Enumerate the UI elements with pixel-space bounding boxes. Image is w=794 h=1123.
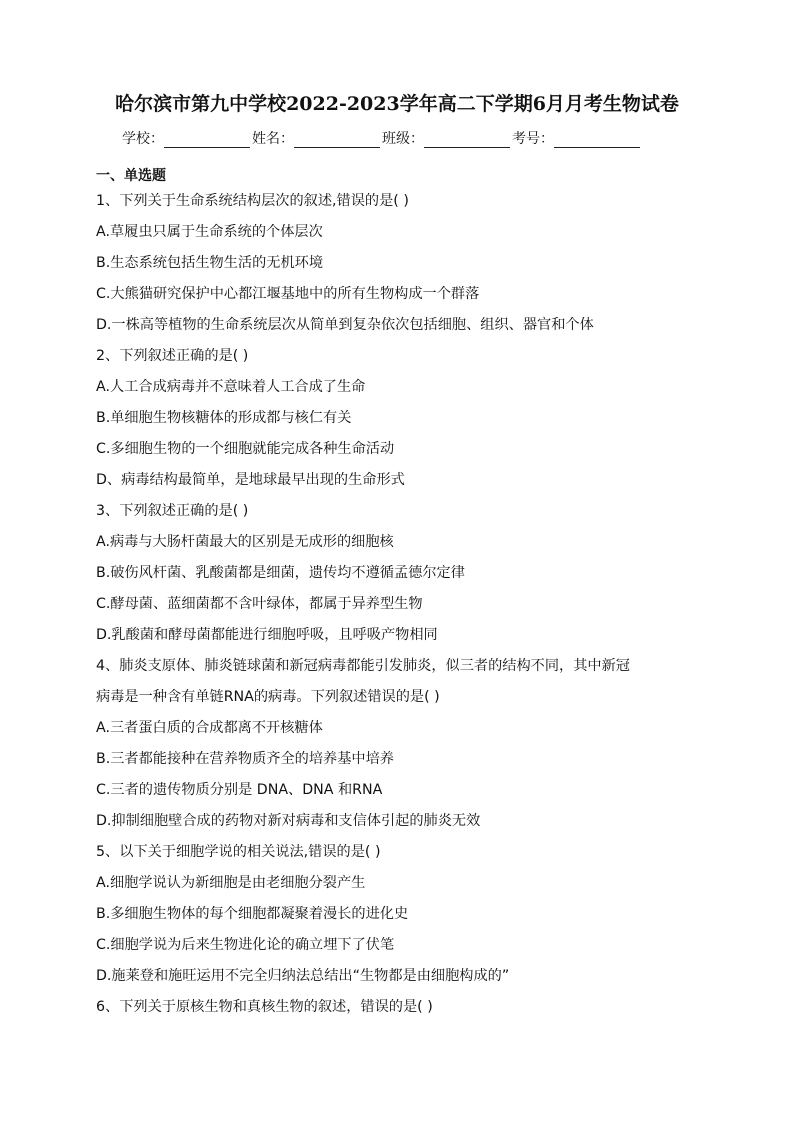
exam-title: 哈尔滨市第九中学校2022-2023学年高二下学期6月月考生物试卷 (115, 93, 679, 115)
question-4-option-b: B.三者都能接种在营养物质齐全的培养基中培养 (96, 751, 394, 767)
question-1-option-c: C.大熊猫研究保护中心都江堰基地中的所有生物构成一个群落 (96, 286, 480, 302)
question-1-option-d: D.一株高等植物的生命系统层次从简单到复杂依次包括细胞、组织、器官和个体 (96, 317, 594, 333)
exam-number-label: 考号： (512, 131, 554, 147)
question-2-option-b: B.单细胞生物核糖体的形成都与核仁有关 (96, 410, 352, 426)
student-info-row (122, 126, 642, 148)
question-4-stem-line-1: 4、肺炎支原体、肺炎链球菌和新冠病毒都能引发肺炎，似三者的结构不同，其中新冠 (96, 658, 630, 674)
exam-number-blank (554, 131, 640, 148)
question-1-option-b: B.生态系统包括生物生活的无机环境 (96, 255, 324, 271)
class-blank (424, 131, 510, 148)
question-5-option-d: D.施莱登和施旺运用不完全归纳法总结出“生物都是由细胞构成的” (96, 968, 510, 984)
question-3-option-d: D.乳酸菌和酵母菌都能进行细胞呼吸，且呼吸产物相同 (96, 627, 438, 643)
question-4-option-a: A.三者蛋白质的合成都离不开核糖体 (96, 720, 323, 736)
class-label: 班级： (382, 131, 424, 147)
question-2-option-a: A.人工合成病毒并不意味着人工合成了生命 (96, 379, 366, 395)
question-2-option-d: D、病毒结构最简单，是地球最早出现的生命形式 (96, 472, 405, 488)
question-5-option-b: B.多细胞生物体的每个细胞都凝聚着漫长的进化史 (96, 906, 409, 922)
question-3-option-a: A.病毒与大肠杆菌最大的区别是无成形的细胞核 (96, 534, 394, 550)
school-label: 学校： (122, 131, 164, 147)
question-4-stem-line-2: 病毒是一种含有单链RNA的病毒。下列叙述错误的是( ) (96, 689, 440, 705)
name-label: 姓名： (252, 131, 294, 147)
question-3-option-c: C.酵母菌、蓝细菌都不含叶绿体，都属于异养型生物 (96, 596, 423, 612)
question-6-stem: 6、下列关于原核生物和真核生物的叙述，错误的是( ) (96, 999, 433, 1015)
question-2-stem: 2、下列叙述正确的是( ) (96, 348, 249, 364)
question-5-stem: 5、以下关于细胞学说的相关说法,错误的是( ) (96, 844, 381, 860)
question-1-stem: 1、下列关于生命系统结构层次的叙述,错误的是( ) (96, 193, 409, 209)
question-2-option-c: C.多细胞生物的一个细胞就能完成各种生命活动 (96, 441, 395, 457)
name-blank (294, 131, 380, 148)
school-blank (164, 131, 250, 148)
question-3-option-b: B.破伤风杆菌、乳酸菌都是细菌，遗传均不遵循孟德尔定律 (96, 565, 465, 581)
question-1-option-a: A.草履虫只属于生命系统的个体层次 (96, 224, 323, 240)
question-3-stem: 3、下列叙述正确的是( ) (96, 503, 249, 519)
question-list (96, 186, 716, 1023)
section-heading: 一、单选题 (96, 168, 166, 184)
question-4-option-c: C.三者的遗传物质分别是 DNA、DNA 和RNA (96, 782, 383, 798)
question-5-option-a: A.细胞学说认为新细胞是由老细胞分裂产生 (96, 875, 366, 891)
question-5-option-c: C.细胞学说为后来生物进化论的确立埋下了伏笔 (96, 937, 395, 953)
question-4-option-d: D.抑制细胞壁合成的药物对新对病毒和支信体引起的肺炎无效 (96, 813, 481, 829)
